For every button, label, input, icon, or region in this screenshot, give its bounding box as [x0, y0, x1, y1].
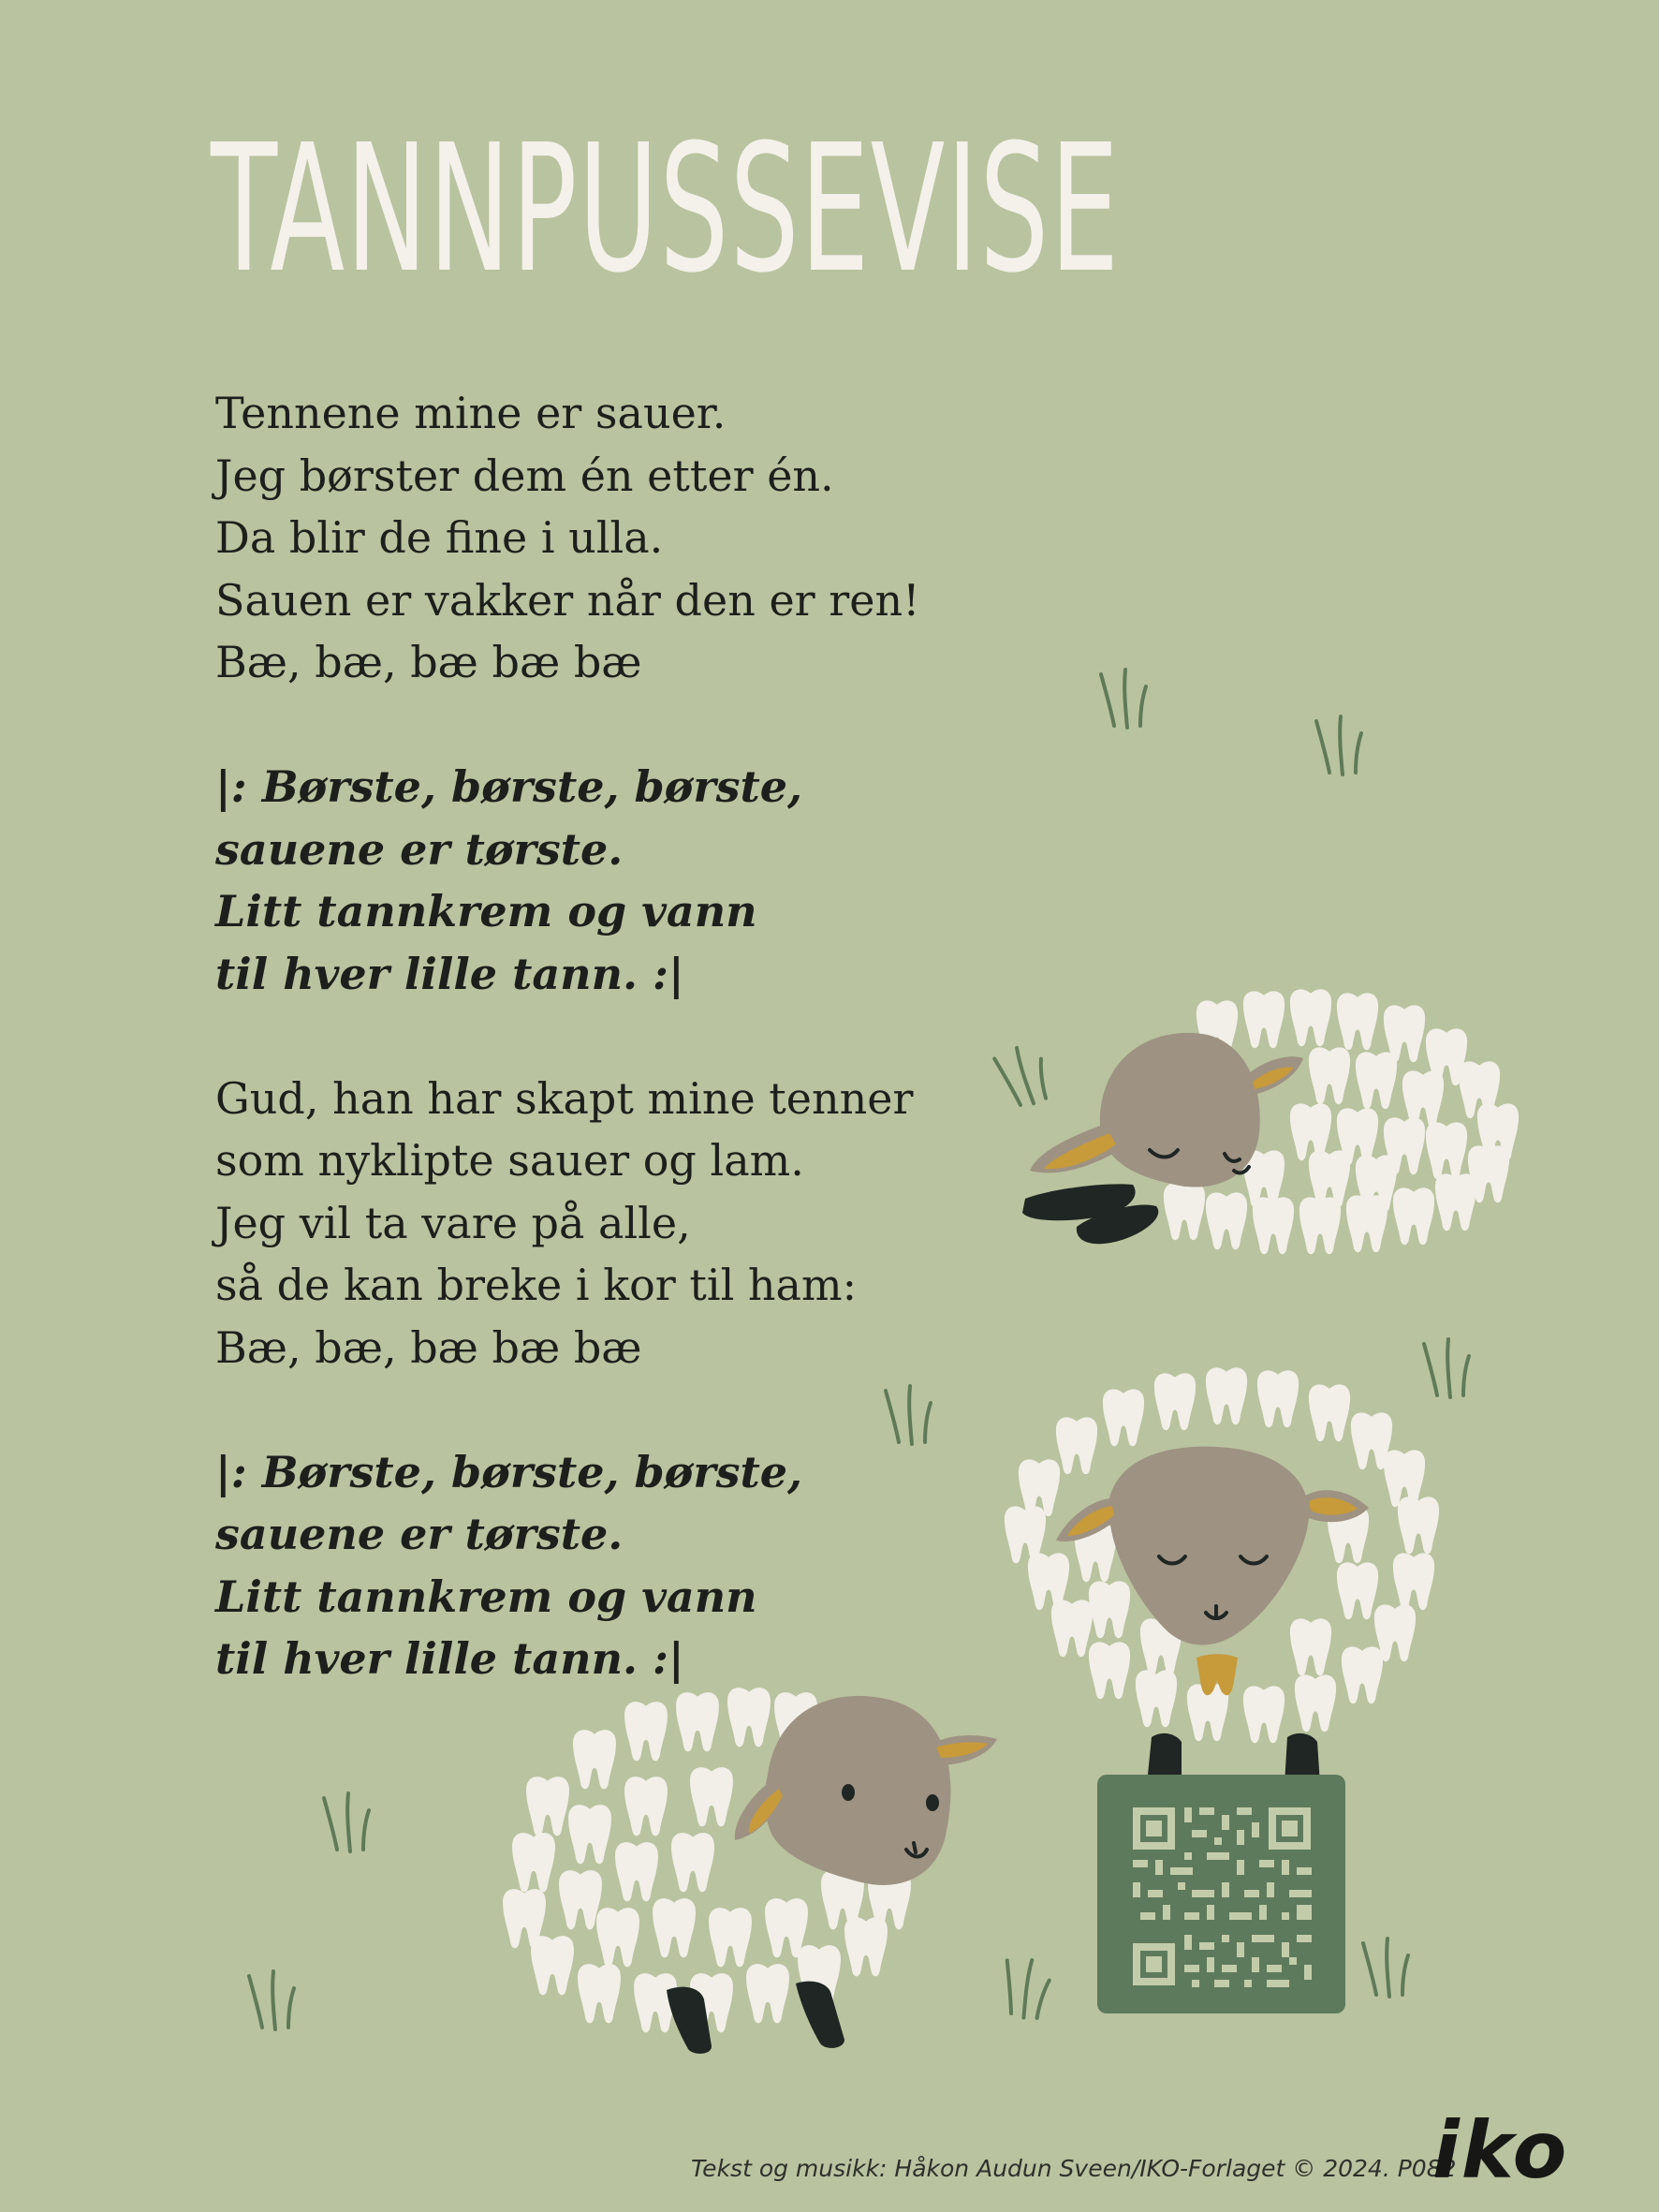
- chorus-line: sauene er tørste.: [215, 1509, 624, 1559]
- chorus-line: til hver lille tann. :|: [215, 948, 684, 999]
- sheep-with-qr-sign-illustration: [1005, 1367, 1439, 2013]
- sleeping-sheep-illustration: [1022, 989, 1519, 1254]
- page-title: TANNPUSSEVISE: [211, 107, 1121, 312]
- lyric-line: Bæ, bæ, bæ bæ bæ: [215, 1321, 642, 1373]
- lyric-line: Tennene mine er sauer.: [215, 388, 727, 438]
- song-lyrics: [215, 382, 920, 1752]
- lyric-line: Da blir de fine i ulla.: [215, 512, 664, 563]
- iko-logo: iko: [1432, 2104, 1569, 2196]
- lyric-line: Jeg vil ta vare på alle,: [215, 1197, 691, 1248]
- chorus-1: [215, 756, 920, 1005]
- lyric-line: Gud, han har skapt mine tenner: [215, 1072, 914, 1124]
- chorus-line: |: Børste, børste, børste,: [215, 761, 802, 812]
- lyric-line: Jeg børster dem én etter én.: [215, 450, 834, 501]
- verse-1: [215, 382, 920, 694]
- chorus-line: til hver lille tann. :|: [215, 1633, 684, 1684]
- chorus-line: Litt tannkrem og vann: [215, 1571, 757, 1622]
- lyric-line: Bæ, bæ, bæ bæ bæ: [215, 637, 642, 687]
- chorus-line: sauene er tørste.: [215, 823, 624, 875]
- chorus-2: [215, 1441, 920, 1690]
- lyric-line: som nyklipte sauer og lam.: [215, 1135, 804, 1186]
- chorus-line: |: Børste, børste, børste,: [215, 1446, 802, 1497]
- copyright-credit: Tekst og musikk: Håkon Audun Sveen/IKO-Forlaget © 2024. P082: [691, 2155, 1457, 2182]
- lyric-line: Sauen er vakker når den er ren!: [215, 574, 920, 626]
- lyric-line: så de kan breke i kor til ham:: [215, 1260, 858, 1310]
- chorus-line: Litt tannkrem og vann: [215, 886, 757, 936]
- verse-2: [215, 1068, 920, 1379]
